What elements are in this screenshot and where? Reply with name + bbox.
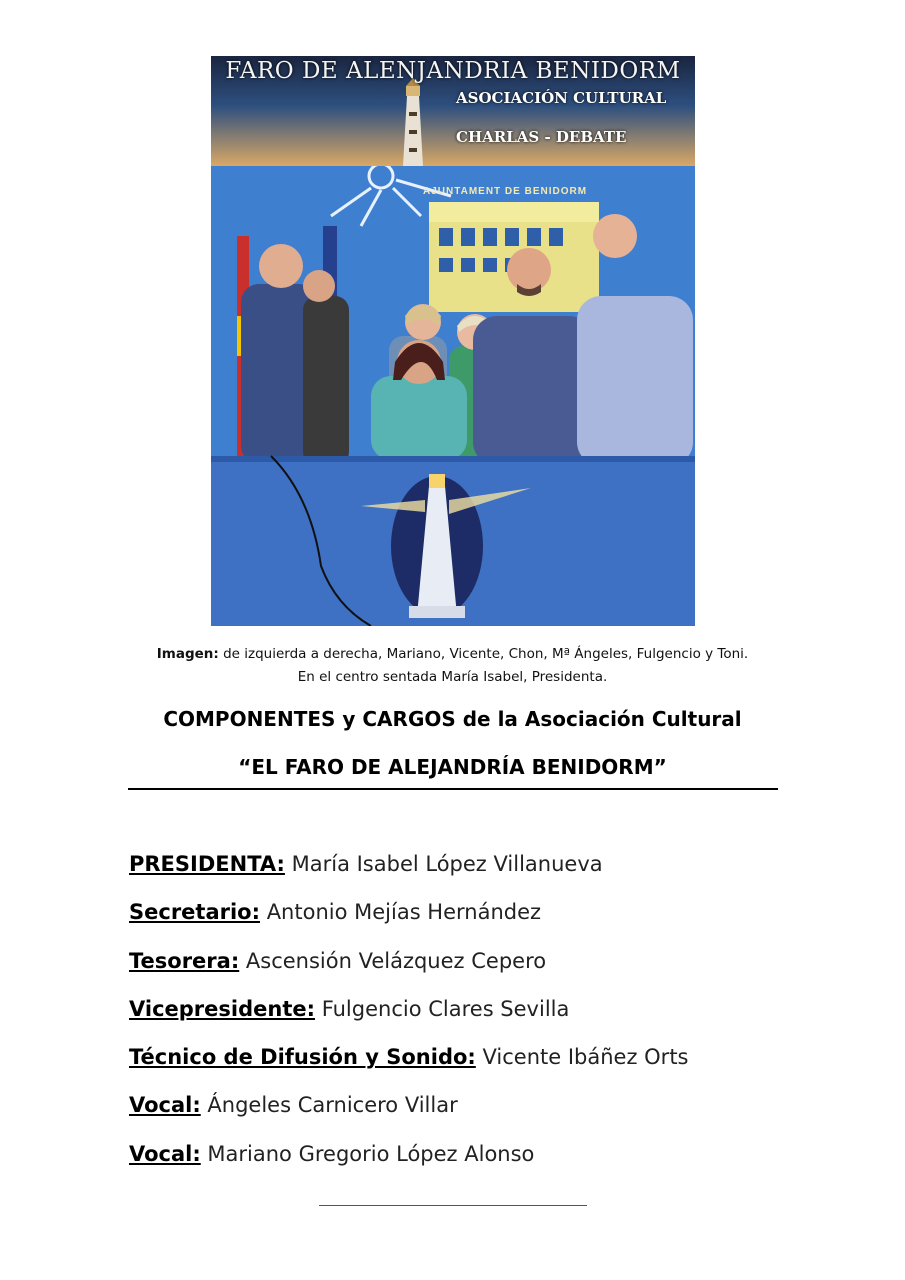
photo-banner: [211, 56, 695, 166]
group-photo: [211, 56, 695, 626]
member-name: Fulgencio Clares Sevilla: [315, 996, 570, 1021]
member-row-tesorera: [129, 949, 689, 997]
role-label: PRESIDENTA:: [129, 852, 285, 876]
member-name: Mariano Gregorio López Alonso: [200, 1141, 535, 1166]
caption-text: de izquierda a derecha, Mariano, Vicente, Chon, Mª Ángeles, Fulgencio y Toni.: [218, 646, 749, 662]
member-name: María Isabel López Villanueva: [284, 852, 603, 876]
member-name: Ascensión Velázquez Cepero: [239, 948, 547, 973]
document-heading: COMPONENTES y CARGOS de la Asociación Cultural: [163, 707, 742, 731]
person: [303, 270, 349, 466]
member-name: Antonio Mejías Hernández: [260, 900, 542, 925]
role-label: Vocal:: [129, 1141, 201, 1166]
member-row-vocal: [129, 1142, 689, 1190]
member-row-presidenta: [129, 852, 689, 900]
banner-subtitle: ASOCIACIÓN CULTURAL: [456, 89, 667, 107]
member-row-secretario: [129, 900, 689, 948]
wall-sign: AJUNTAMENT DE BENIDORM: [423, 186, 588, 197]
image-caption-line1: [0, 646, 905, 662]
heading-underline: [128, 788, 778, 790]
lighthouse-icon: [393, 78, 433, 166]
member-row-vocal: [129, 1093, 689, 1141]
caption-label: Imagen:: [156, 646, 219, 662]
board-members-list: [129, 852, 689, 1190]
member-name: Vicente Ibáñez Orts: [475, 1045, 689, 1070]
member-name: Ángeles Carnicero Villar: [200, 1093, 458, 1118]
group-scene: [211, 166, 695, 626]
role-label: Técnico de Difusión y Sonido:: [129, 1045, 476, 1070]
member-row-vicepresidente: [129, 997, 689, 1045]
image-caption-line2: En el centro sentada María Isabel, Presidenta.: [297, 669, 608, 685]
closing-divider: [319, 1205, 587, 1206]
banner-tagline: CHARLAS - DEBATE: [456, 128, 627, 146]
member-row-tecnico: [129, 1045, 689, 1093]
role-label: Vicepresidente:: [129, 996, 316, 1021]
role-label: Tesorera:: [129, 948, 240, 973]
association-name-heading: “EL FARO DE ALEJANDRÍA BENIDORM”: [238, 755, 667, 779]
role-label: Vocal:: [129, 1093, 201, 1118]
banner-title: FARO DE ALENJANDRIA BENIDORM: [225, 58, 681, 84]
role-label: Secretario:: [129, 900, 261, 925]
